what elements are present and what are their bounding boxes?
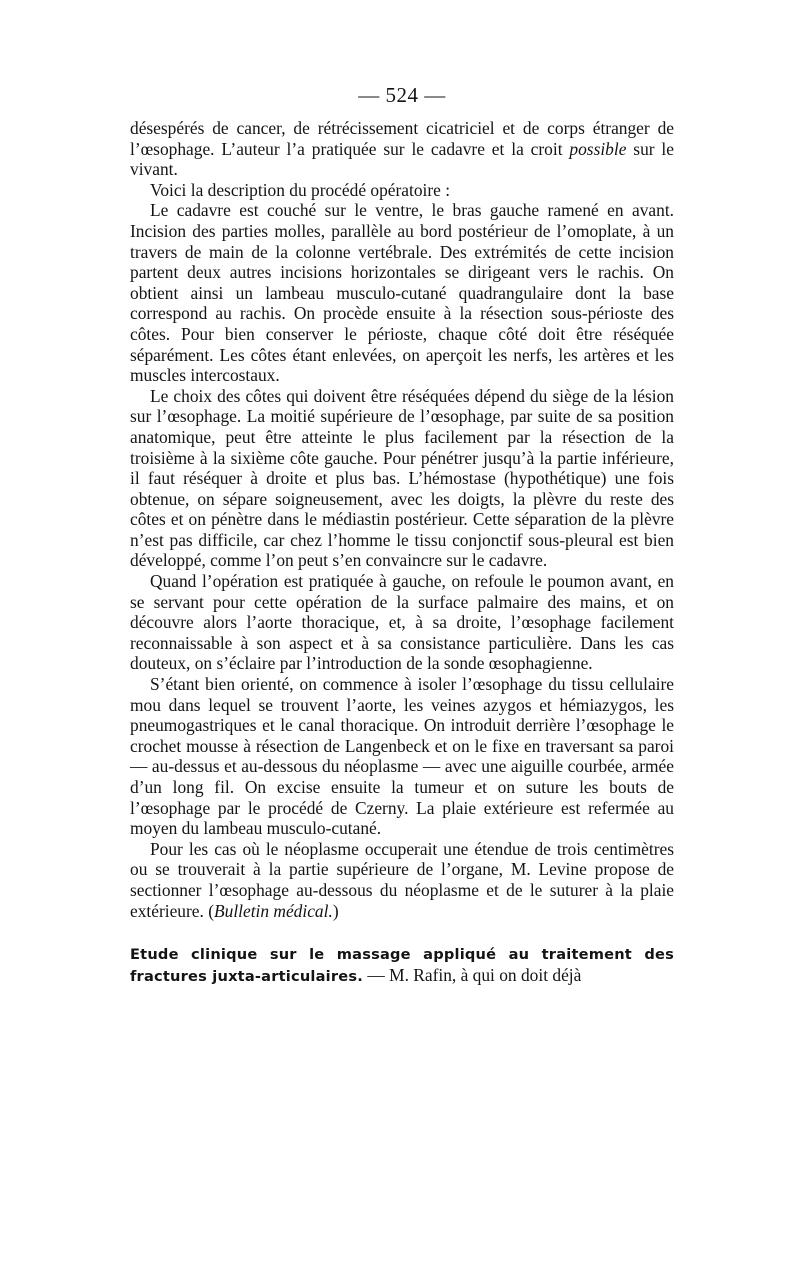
text-run: désespérés de cancer, de rétrécissement cicatriciel et de corps étranger de l’œsophage. L’auteur l’a pratiquée sur le cadavre et la croit [130, 118, 674, 159]
paragraph [130, 571, 674, 674]
page-number: — 524 — [358, 83, 446, 107]
italic-text-run: possible [569, 138, 627, 159]
body-text [130, 118, 674, 921]
document-page [130, 82, 674, 987]
text-run: Le cadavre est couché sur le ventre, le bras gauche ramené en avant. Incision des parties molles, parallèle au bord postérieur de l’omoplate, à un travers de main de la colonne vertébrale. Des extrémités de cette incision partent deux autres incisions horizontales se dirigeant vers le rachis. On obtient ainsi un lambeau musculo-cutané quadrangulaire dont la base correspond au rachis. On procède ensuite à la résection sous-périoste des côtes. Pour bien conserver le périoste, chaque côté doit être réséquée séparément. Les côtes étant enlevées, on aperçoit les nerfs, les artères et les muscles intercostaux. [130, 200, 674, 386]
paragraph [130, 180, 674, 201]
paragraph [130, 200, 674, 385]
text-run: S’étant bien orienté, on commence à isoler l’œsophage du tissu cellulaire mou dans lequel se trouvent l’aorte, les veines azygos et hémiazygos, les pneumogastriques et le canal thoracique. On introduit derrière l’œsophage le crochet mousse à résection de Langenbeck et on le fixe en traversant sa paroi — au-dessus et au-dessous du néoplasme — avec une aiguille courbée, armée d’un long fil. On excise ensuite la tumeur et on suture les bouts de l’œsophage par le procédé de Czerny. La plaie extérieure est refermée au moyen du lambeau musculo-cutané. [130, 674, 674, 839]
text-run: sur le vivant. [130, 138, 674, 180]
text-run: ) [332, 900, 339, 921]
text-run: Quand l’opération est pratiquée à gauche, on refoule le poumon avant, en se servant pour cette opération de la surface palmaire des mains, et on découvre alors l’aorte thoracique, et, à sa droite, l’œsophage facilement reconnaissable à son aspect et à sa consistance particulière. Dans les cas douteux, on s’éclaire par l’introduction de la sonde œsophagienne. [130, 571, 674, 674]
section-start [130, 943, 674, 987]
text-run: Voici la description du procédé opératoire : [150, 179, 451, 200]
paragraph [130, 118, 674, 180]
paragraph [130, 839, 674, 921]
paragraph [130, 674, 674, 839]
italic-text-run: Bulletin médical. [214, 900, 333, 921]
paragraph [130, 386, 674, 571]
text-run: Le choix des côtes qui doivent être réséquées dépend du siège de la lésion sur l’œsophage. La moitié supérieure de l’œsophage, par suite de sa position anatomique, peut être atteinte le plus facilement par la résection de la troisième à la sixième côte gauche. Pour pénétrer jusqu’à la partie inférieure, il faut réséquer à droite et plus bas. L’hémostase (hypothétique) une fois obtenue, on sépare soigneusement, avec les doigts, la plèvre du reste des côtes et on pénètre dans le médiastin postérieur. Cette séparation de la plèvre n’est pas difficile, car chez l’homme le tissu conjonctif sous-pleural est bien développé, comme l’on peut s’en convaincre sur le cadavre. [130, 385, 674, 571]
section-title: Etude clinique sur le massage appliqué au traitement des fractures juxta-articulaires. [130, 946, 674, 986]
text-run: Pour les cas où le néoplasme occuperait une étendue de trois centimètres ou se trouverait à la partie supérieure de l’organe, M. Levine propose de sectionner l’œsophage au-dessous du néoplasme et de le suturer à la plaie extérieure. ( [130, 838, 674, 921]
section-text: — M. Rafin, à qui on doit déjà [363, 965, 582, 986]
